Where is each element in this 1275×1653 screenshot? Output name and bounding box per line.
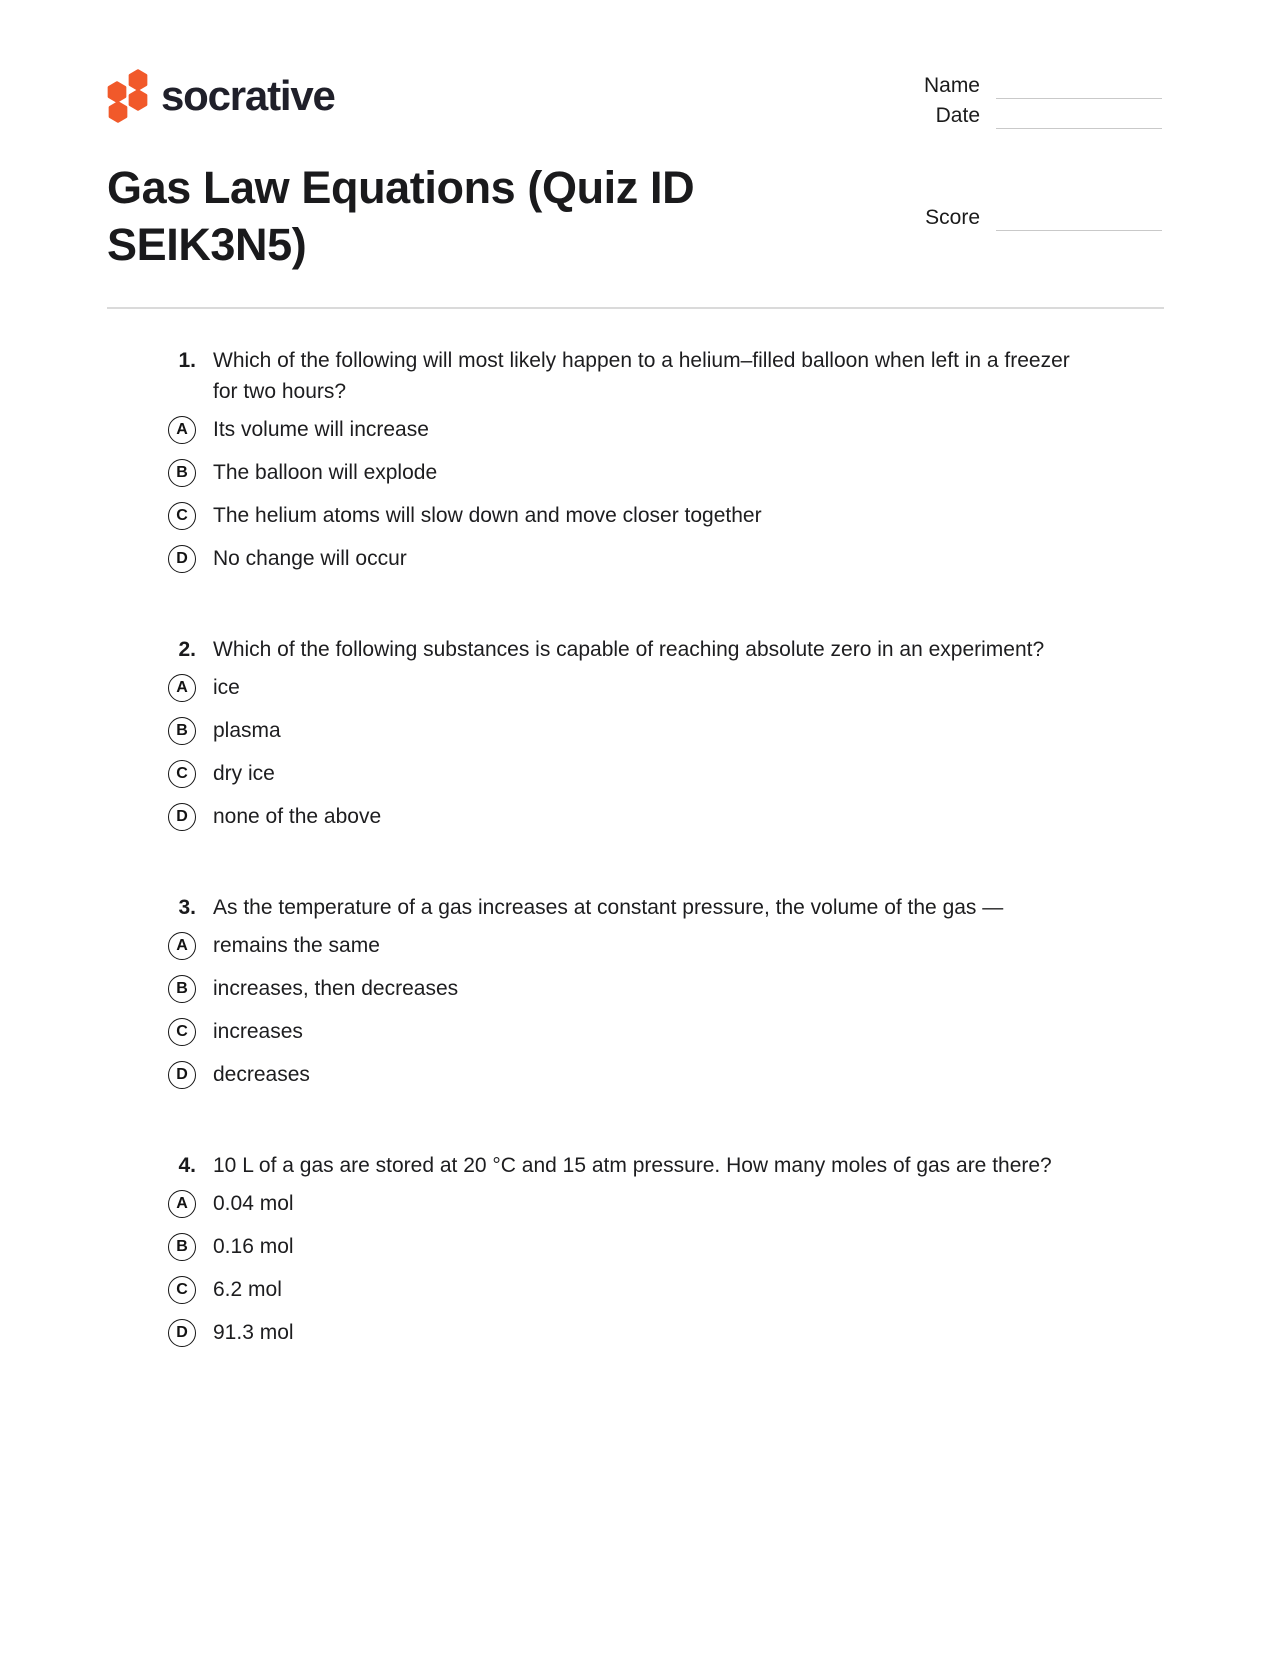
question-1-option-c xyxy=(168,502,1128,530)
option-circle: B xyxy=(168,717,196,745)
option-circle: B xyxy=(168,1233,196,1261)
option-circle: C xyxy=(168,1018,196,1046)
question-2-row xyxy=(168,634,1128,665)
question-1-row xyxy=(168,345,1128,407)
question-4-option-c xyxy=(168,1276,1128,1304)
date-label: Date xyxy=(935,104,980,127)
question-2-option-a xyxy=(168,674,1128,702)
option-text: ice xyxy=(213,676,240,699)
question-3-option-d xyxy=(168,1061,1128,1089)
option-circle: D xyxy=(168,545,196,573)
option-text: 0.04 mol xyxy=(213,1192,294,1215)
question-number: 2. xyxy=(178,638,196,661)
option-circle: A xyxy=(168,674,196,702)
question-text: Which of the following will most likely happen to a helium–filled balloon when left in a freezer for two hours? xyxy=(213,349,1070,403)
option-text: plasma xyxy=(213,719,281,742)
question-1-option-b xyxy=(168,459,1128,487)
question-list xyxy=(168,345,1128,1408)
question-3-option-a xyxy=(168,932,1128,960)
question-4-option-a xyxy=(168,1190,1128,1218)
question-2-option-c xyxy=(168,760,1128,788)
date-field-row xyxy=(900,103,1162,129)
quiz-title xyxy=(107,159,827,273)
question-text: 10 L of a gas are stored at 20 °C and 15 atm pressure. How many moles of gas are there? xyxy=(213,1154,1052,1177)
brand-wordmark: socrative xyxy=(161,72,335,119)
score-blank-line xyxy=(996,205,1162,231)
question-3-option-b xyxy=(168,975,1128,1003)
question-4-option-d xyxy=(168,1319,1128,1347)
option-text: increases xyxy=(213,1020,303,1043)
option-circle: D xyxy=(168,1319,196,1347)
question-3-option-c xyxy=(168,1018,1128,1046)
question-number: 1. xyxy=(178,349,196,372)
quiz-title-line2: SEIK3N5) xyxy=(107,219,307,270)
option-text: No change will occur xyxy=(213,547,407,570)
option-circle: C xyxy=(168,502,196,530)
date-blank-line xyxy=(996,103,1162,129)
question-3-row xyxy=(168,892,1128,923)
option-circle: D xyxy=(168,1061,196,1089)
socrative-logo xyxy=(103,68,335,124)
option-circle: B xyxy=(168,975,196,1003)
option-text: 0.16 mol xyxy=(213,1235,294,1258)
header-divider xyxy=(107,307,1164,309)
question-number: 4. xyxy=(178,1154,196,1177)
question-3 xyxy=(168,892,1128,1089)
name-blank-line xyxy=(996,73,1162,99)
option-circle: D xyxy=(168,803,196,831)
question-text: As the temperature of a gas increases at constant pressure, the volume of the gas — xyxy=(213,896,1004,919)
question-1-option-d xyxy=(168,545,1128,573)
socrative-hexagons-icon xyxy=(103,68,149,124)
option-text: remains the same xyxy=(213,934,380,957)
option-text: 91.3 mol xyxy=(213,1321,294,1344)
score-field-row xyxy=(900,205,1162,231)
option-text: dry ice xyxy=(213,762,275,785)
option-text: The balloon will explode xyxy=(213,461,438,484)
option-circle: A xyxy=(168,1190,196,1218)
name-label: Name xyxy=(923,74,980,97)
option-text: increases, then decreases xyxy=(213,977,459,1000)
question-1-option-a xyxy=(168,416,1128,444)
name-field-row xyxy=(900,73,1162,99)
quiz-title-line1: Gas Law Equations (Quiz ID xyxy=(107,162,695,213)
option-circle: A xyxy=(168,932,196,960)
option-text: 6.2 mol xyxy=(213,1278,282,1301)
question-number: 3. xyxy=(178,896,196,919)
score-label: Score xyxy=(925,206,980,229)
question-4-option-b xyxy=(168,1233,1128,1261)
question-4 xyxy=(168,1150,1128,1347)
option-text: The helium atoms will slow down and move closer together xyxy=(213,504,762,527)
option-circle: C xyxy=(168,760,196,788)
option-circle: A xyxy=(168,416,196,444)
option-text: Its volume will increase xyxy=(213,418,429,441)
question-1 xyxy=(168,345,1128,573)
option-text: decreases xyxy=(213,1063,310,1086)
question-2-option-b xyxy=(168,717,1128,745)
question-4-row xyxy=(168,1150,1128,1181)
question-2-option-d xyxy=(168,803,1128,831)
option-text: none of the above xyxy=(213,805,382,828)
question-text: Which of the following substances is capable of reaching absolute zero in an experiment? xyxy=(213,638,1045,661)
question-2 xyxy=(168,634,1128,831)
option-circle: B xyxy=(168,459,196,487)
option-circle: C xyxy=(168,1276,196,1304)
